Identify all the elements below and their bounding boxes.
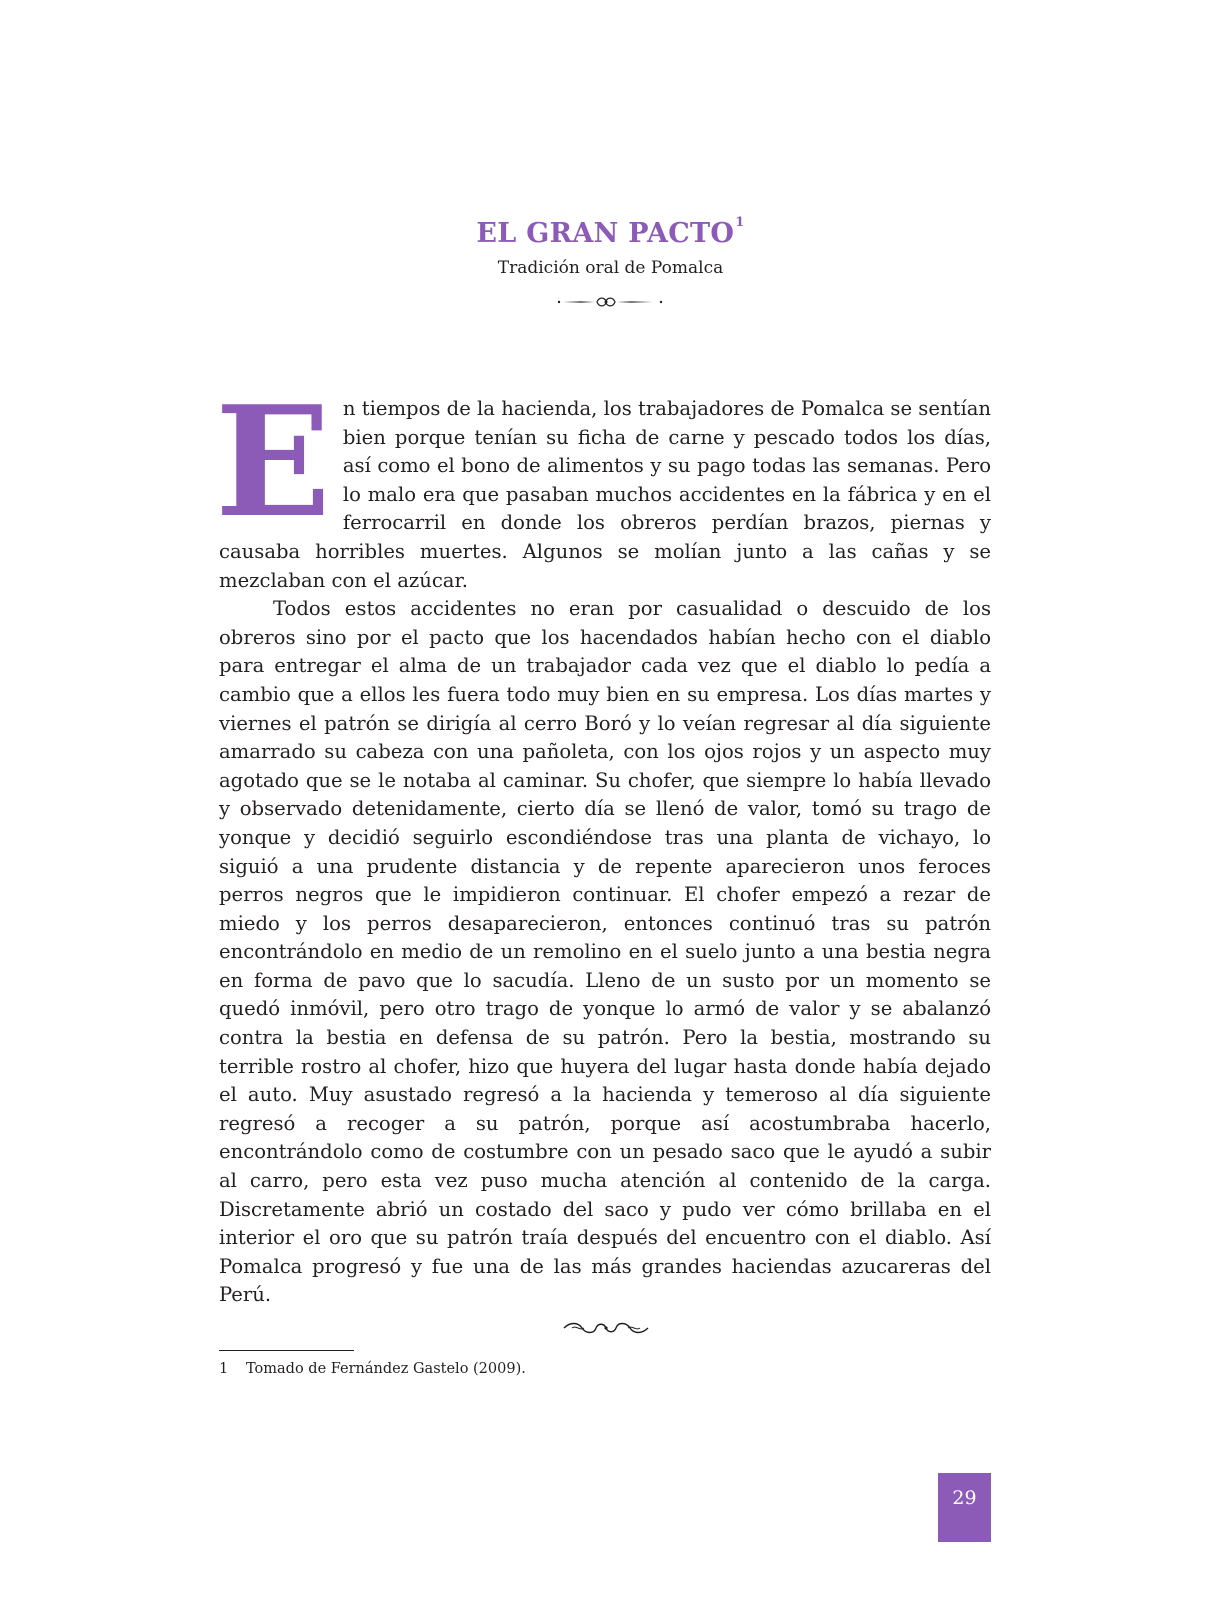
- title-text: EL GRAN PACTO: [476, 218, 735, 249]
- ornamental-divider-icon: [557, 295, 663, 309]
- paragraph-second: Todos estos accidentes no eran por casualidad o descuido de los obreros sino por el pacto que los hacendados habían hecho con el diablo para entregar el alma de un trabajador cada vez que el diablo lo pedía a cambio que a ellos les fuera todo muy bien en su empresa. Los días martes y viernes el patrón se dirigía al cerro Boró y lo veían regresar al día siguiente amarrado su cabeza con una pañoleta, con los ojos rojos y un aspecto muy agotado que se le notaba al caminar. Su chofer, que siempre lo había llevado y observado detenidamente, cierto día se llenó de valor, tomó su trago de yonque y decidió seguirlo escondiéndose tras una planta de vichayo, lo siguió a una prudente distancia y de repente aparecieron unos feroces perros negros que le impidieron continuar. El chofer empezó a rezar de miedo y los perros desaparecieron, entonces continuó tras su patrón encontrándolo en medio de un remolino en el suelo junto a una bestia negra en forma de pavo que lo sacudía. Lleno de un susto por un momento se quedó inmóvil, pero otro trago de yonque lo armó de valor y se abalanzó contra la bestia en defensa de su patrón. Pero la bestia, mostrando su terrible rostro al chofer, hizo que huyera del lugar hasta donde había dejado el auto. Muy asustado regresó a la hacienda y temeroso al día siguiente regresó a recoger a su patrón, porque así acostumbraba hacerlo, encontrándolo como de costumbre con un pesado saco que le ayudó a subir al carro, pero esta vez puso mucha atención al contenido de la carga. Discretamente abrió un costado del saco y pudo ver cómo brillaba en el interior el oro que su patrón traía después del encuentro con el diablo. Así Pomalca progresó y fue una de las más grandes haciendas azucareras del Perú.: [219, 597, 991, 1307]
- footnote-text: Tomado de Fernández Gastelo (2009).: [246, 1361, 526, 1377]
- page-subtitle: Tradición oral de Pomalca: [497, 258, 724, 278]
- footnote-divider: [219, 1350, 354, 1351]
- title-footnote-ref: 1: [735, 215, 745, 230]
- footnote-number: 1: [219, 1361, 229, 1377]
- page-number: 29: [952, 1487, 977, 1509]
- footnote: [219, 1361, 526, 1377]
- drop-cap: E: [215, 372, 331, 551]
- page-number-box: [938, 1473, 991, 1542]
- page-title: [0, 215, 1221, 249]
- paragraph-first: [215, 372, 992, 595]
- paragraph-1-text: n tiempos de la hacienda, los trabajadores de Pomalca se sentían bien porque tenían su ficha de carne y pescado todos los días, así como el bono de alimentos y su pago todas las semanas. Pero lo malo era que pasaban muchos accidentes en la fábrica y en el ferrocarril en donde los obreros perdían brazos, piernas y causaba horribles muertes. Algunos se molían junto a las cañas y se mezclaban con el azúcar.: [219, 397, 992, 592]
- story-body: [215, 372, 992, 1310]
- flourish-divider-icon: [562, 1318, 650, 1338]
